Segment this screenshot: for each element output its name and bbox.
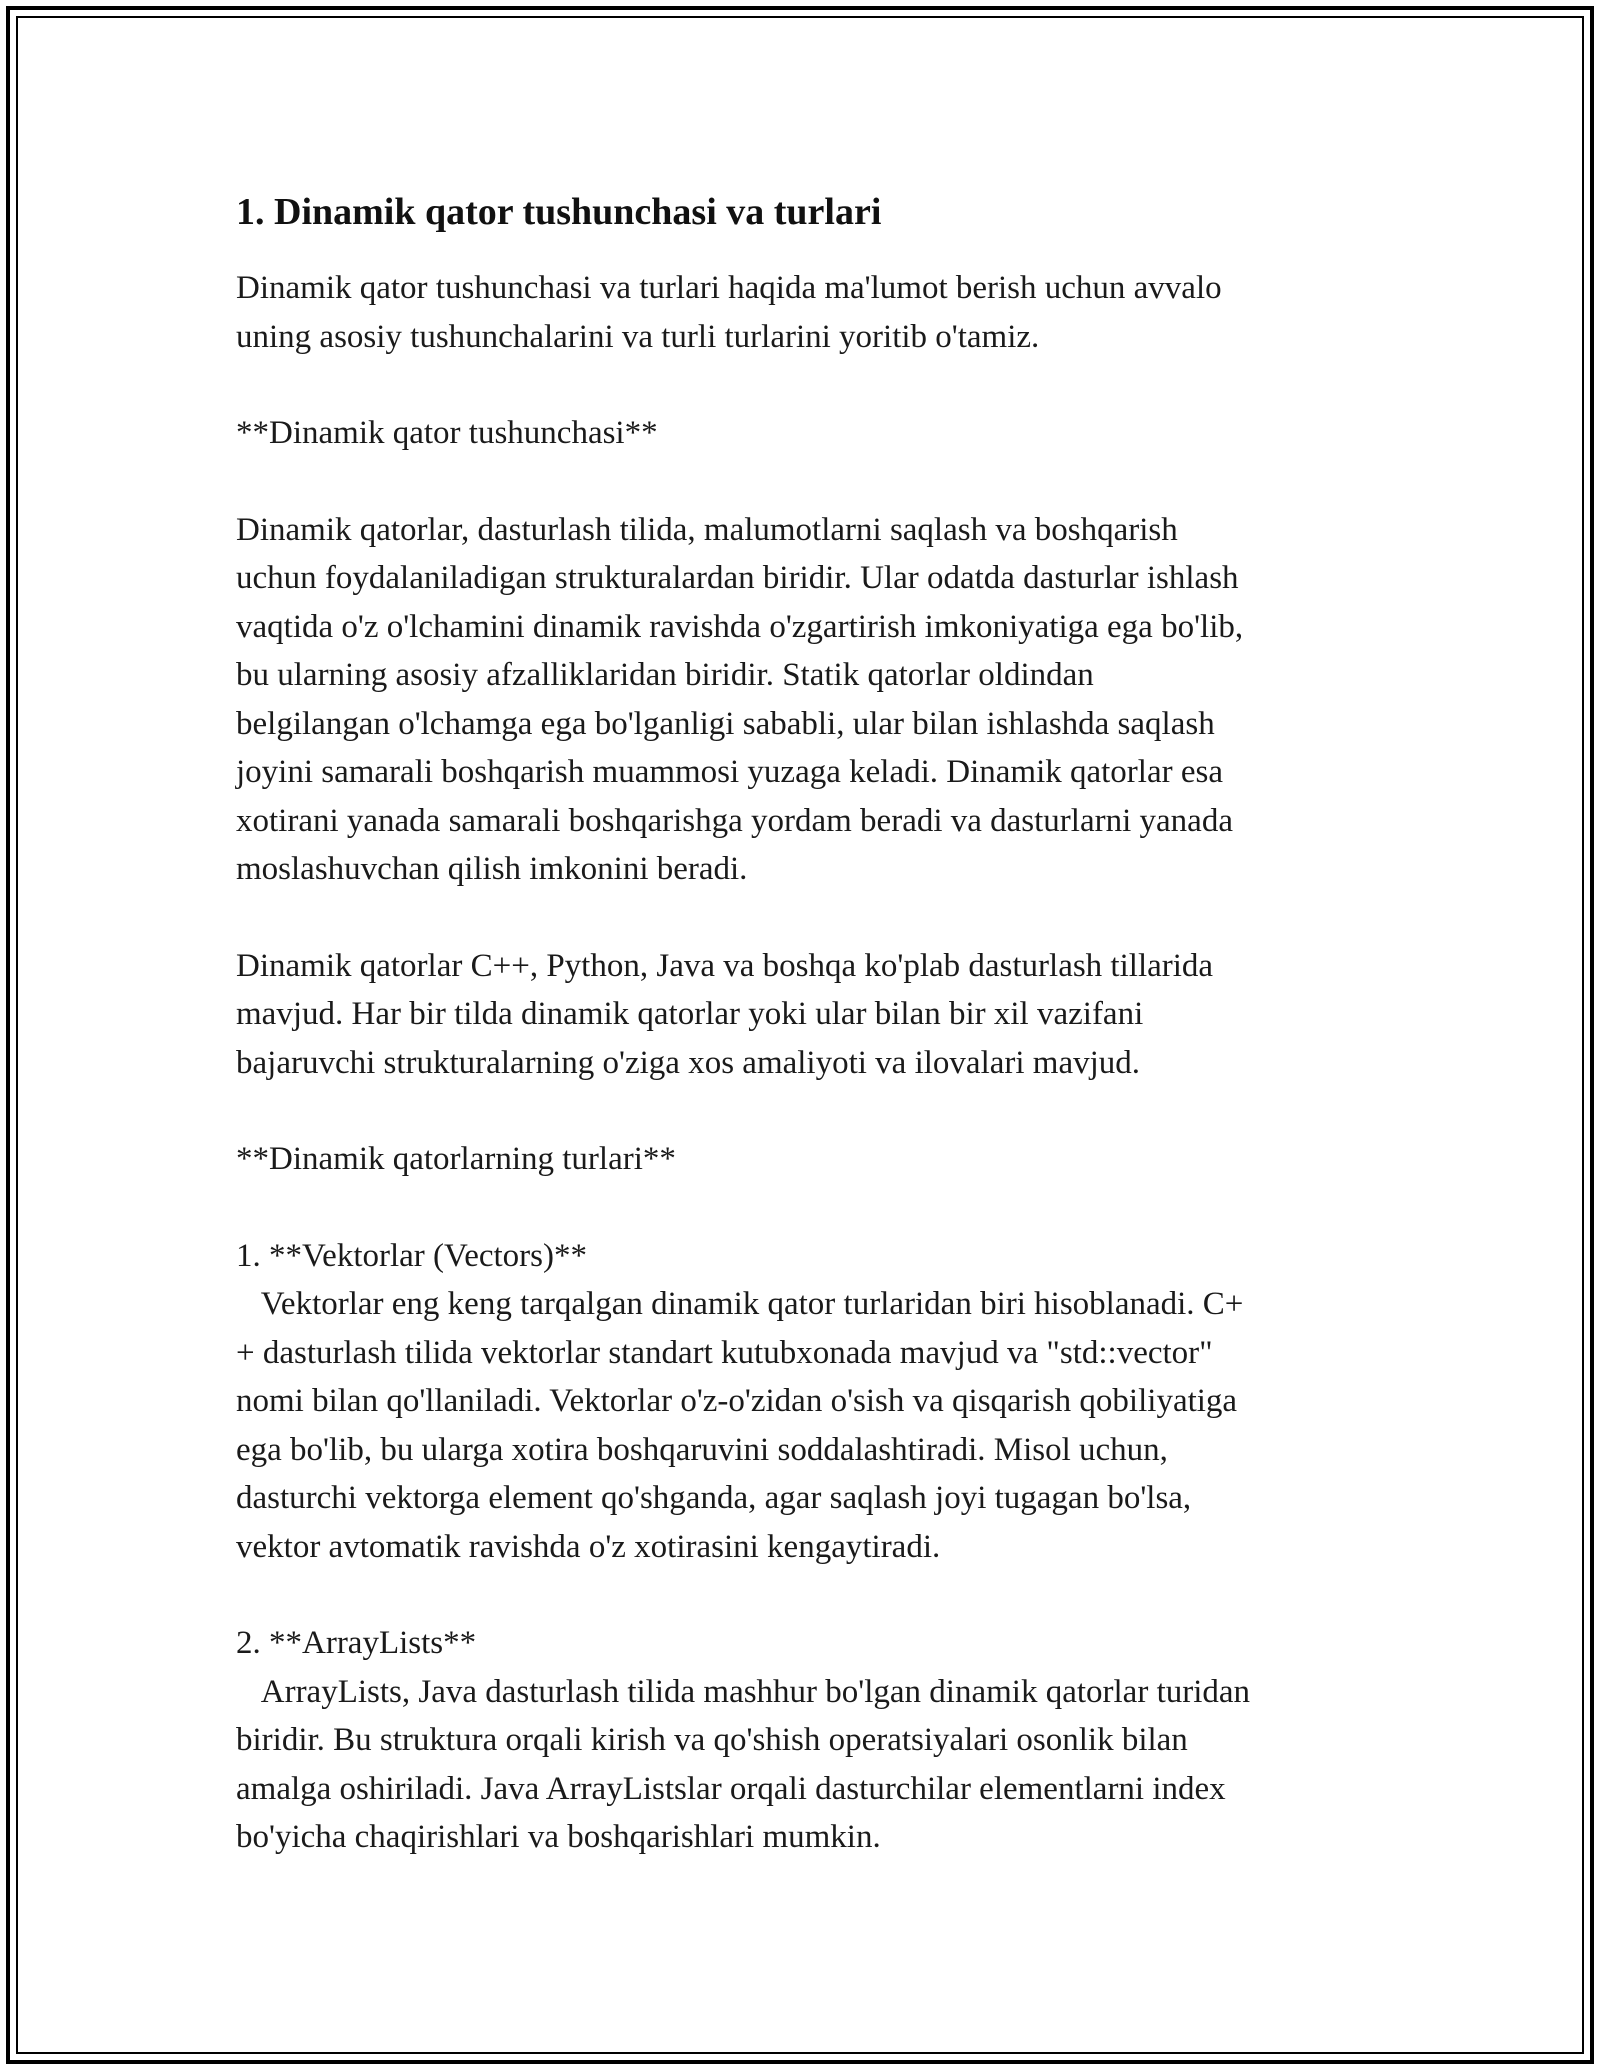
document-body [236, 186, 1386, 1910]
subheading-concept: **Dinamik qator tushunchasi** [236, 415, 658, 451]
subheading-types: **Dinamik qatorlarning turlari** [236, 1141, 676, 1177]
vectors-paragraph: 1. **Vektorlar (Vectors)** Vektorlar eng keng tarqalgan dinamik qator turlaridan biri hisoblanadi. C+ + dasturlash tilida vektorlar standart kutubxonada mavjud va "std::vector" nomi bilan qo'llaniladi. Vektorlar o'z-o'zidan o'sish va qisqarish qobiliyatiga ega bo'lib, bu ularga xotira boshqaruvini soddalashtiradi. Misol uchun, dasturchi vektorga element qo'shganda, agar saqlash joyi tugagan bo'lsa, vektor avtomatik ravishda o'z xotirasini kengaytiradi. [236, 1237, 1244, 1565]
arraylists-paragraph: 2. **ArrayLists** ArrayLists, Java dasturlash tilida mashhur bo'lgan dinamik qatorlar turidan biridir. Bu struktura orqali kirish va qo'shish operatsiyalari osonlik bilan amalga oshiriladi. Java ArrayListslar orqali dasturchilar elementlarni index bo'yicha chaqirishlari va boshqarishlari mumkin. [236, 1625, 1251, 1855]
section-heading: 1. Dinamik qator tushunchasi va turlari [236, 191, 882, 233]
languages-paragraph: Dinamik qatorlar C++, Python, Java va boshqa ko'plab dasturlash tillarida mavjud. Har bir tilda dinamik qatorlar yoki ular bilan bir xil vazifani bajaruvchi strukturalarning o'ziga xos amaliyoti va ilovalari mavjud. [236, 947, 1214, 1081]
concept-paragraph: Dinamik qatorlar, dasturlash tilida, malumotlarni saqlash va boshqarish uchun foydalaniladigan strukturalardan biridir. Ular odatda dasturlar ishlash vaqtida o'z o'lchamini dinamik ravishda o'zgartirish imkoniyatiga ega bo'lib, bu ularning asosiy afzalliklaridan biridir. Statik qatorlar oldindan belgilangan o'lchamga ega bo'lganligi sababli, ular bilan ishlashda saqlash joyini samarali boshqarish muammosi yuzaga keladi. Dinamik qatorlar esa xotirani yanada samarali boshqarishga yordam beradi va dasturlarni yanada moslashuvchan qilish imkonini beradi. [236, 511, 1244, 887]
intro-paragraph: Dinamik qator tushunchasi va turlari haqida ma'lumot berish uchun avvalo uning asosiy tushunchalarini va turli turlarini yoritib o'tamiz. [236, 270, 1222, 355]
